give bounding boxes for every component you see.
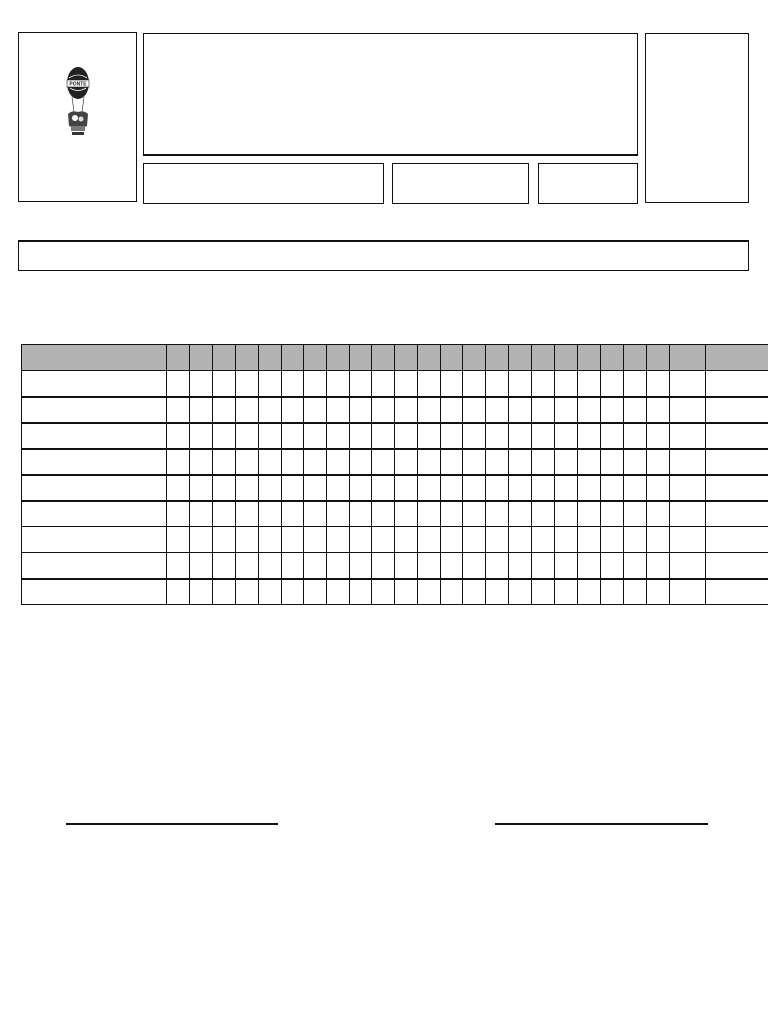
- entry-cell[interactable]: [327, 579, 350, 605]
- entry-cell[interactable]: [259, 501, 282, 527]
- balloon-emblem-icon: [64, 66, 92, 141]
- entry-cell[interactable]: [395, 501, 418, 527]
- entry-cell[interactable]: [167, 475, 190, 501]
- grid-header-name: [22, 345, 167, 371]
- entry-cell[interactable]: [282, 449, 304, 475]
- entry-cell[interactable]: [509, 423, 532, 449]
- entry-cell[interactable]: [259, 475, 282, 501]
- entry-cell[interactable]: [463, 501, 486, 527]
- entry-cell[interactable]: [236, 371, 259, 397]
- entry-cell[interactable]: [418, 449, 441, 475]
- entry-cell[interactable]: [578, 371, 601, 397]
- entry-cell[interactable]: [190, 449, 213, 475]
- entry-cell[interactable]: [236, 501, 259, 527]
- grid-header-day: [509, 345, 532, 371]
- signature-line-left[interactable]: [66, 823, 278, 825]
- entry-cell[interactable]: [327, 423, 350, 449]
- entry-cell[interactable]: [601, 501, 624, 527]
- signature-line-right[interactable]: [495, 823, 708, 825]
- entry-cell[interactable]: [190, 423, 213, 449]
- entry-cell[interactable]: [670, 579, 706, 605]
- entry-cell[interactable]: [395, 553, 418, 579]
- table-row: [22, 371, 768, 397]
- entry-cell[interactable]: [555, 371, 578, 397]
- entry-cell[interactable]: [167, 527, 190, 553]
- section-banner[interactable]: [18, 240, 749, 271]
- entry-cell[interactable]: [350, 423, 372, 449]
- entry-cell[interactable]: [282, 397, 304, 423]
- entry-cell[interactable]: [441, 475, 463, 501]
- entry-cell[interactable]: [601, 527, 624, 553]
- grid-header-day: [190, 345, 213, 371]
- logo-text: PONTE: [69, 81, 87, 88]
- entry-cell[interactable]: [418, 579, 441, 605]
- entry-cell[interactable]: [282, 527, 304, 553]
- entry-cell[interactable]: [647, 397, 670, 423]
- entry-cell[interactable]: [555, 475, 578, 501]
- entry-cell[interactable]: [259, 579, 282, 605]
- entry-cell[interactable]: [555, 397, 578, 423]
- entry-cell[interactable]: [706, 553, 768, 579]
- entry-cell[interactable]: [441, 553, 463, 579]
- entry-cell[interactable]: [259, 553, 282, 579]
- entry-cell[interactable]: [350, 553, 372, 579]
- entry-cell[interactable]: [190, 475, 213, 501]
- grid-header-day: [350, 345, 372, 371]
- entry-cell[interactable]: [624, 397, 647, 423]
- entry-cell[interactable]: [463, 553, 486, 579]
- entry-cell[interactable]: [167, 371, 190, 397]
- entry-cell[interactable]: [282, 579, 304, 605]
- entry-cell[interactable]: [647, 423, 670, 449]
- entry-cell[interactable]: [304, 371, 327, 397]
- entry-cell[interactable]: [418, 553, 441, 579]
- entry-cell[interactable]: [213, 449, 236, 475]
- entry-cell[interactable]: [236, 579, 259, 605]
- grid-header-total: [670, 345, 706, 371]
- form-title-box[interactable]: [143, 33, 638, 156]
- entry-cell[interactable]: [486, 423, 509, 449]
- grid-header-day: [395, 345, 418, 371]
- entry-cell[interactable]: [304, 553, 327, 579]
- entry-cell[interactable]: [350, 501, 372, 527]
- entry-cell[interactable]: [372, 579, 395, 605]
- entry-cell[interactable]: [706, 527, 768, 553]
- entry-cell[interactable]: [190, 553, 213, 579]
- entry-cell[interactable]: [213, 553, 236, 579]
- grid-header-day: [578, 345, 601, 371]
- entry-cell[interactable]: [372, 371, 395, 397]
- entry-cell[interactable]: [350, 527, 372, 553]
- entry-cell[interactable]: [441, 579, 463, 605]
- grid-header-day: [213, 345, 236, 371]
- entry-cell[interactable]: [532, 579, 555, 605]
- entry-cell[interactable]: [418, 371, 441, 397]
- entry-cell[interactable]: [601, 449, 624, 475]
- grid-header-day: [236, 345, 259, 371]
- entry-cell[interactable]: [601, 553, 624, 579]
- entry-cell[interactable]: [624, 449, 647, 475]
- entry-cell[interactable]: [190, 397, 213, 423]
- grid-header-row: [22, 345, 768, 371]
- grid-header-day: [304, 345, 327, 371]
- grid-header-day: [601, 345, 624, 371]
- entry-cell[interactable]: [509, 371, 532, 397]
- entry-cell[interactable]: [327, 553, 350, 579]
- entry-cell[interactable]: [350, 449, 372, 475]
- entry-cell[interactable]: [395, 579, 418, 605]
- entry-cell[interactable]: [282, 475, 304, 501]
- table-row: [22, 423, 768, 449]
- entry-cell[interactable]: [213, 371, 236, 397]
- entry-cell[interactable]: [532, 371, 555, 397]
- header-field-2[interactable]: [392, 163, 529, 204]
- entry-cell[interactable]: [236, 449, 259, 475]
- entry-cell[interactable]: [213, 475, 236, 501]
- entry-cell[interactable]: [304, 501, 327, 527]
- entry-cell[interactable]: [350, 579, 372, 605]
- entry-cell[interactable]: [670, 449, 706, 475]
- entry-cell[interactable]: [372, 397, 395, 423]
- name-cell[interactable]: [22, 527, 167, 553]
- entry-cell[interactable]: [532, 423, 555, 449]
- table-row: [22, 397, 768, 423]
- entry-cell[interactable]: [509, 397, 532, 423]
- entry-cell[interactable]: [282, 423, 304, 449]
- grid-header-day: [372, 345, 395, 371]
- entry-cell[interactable]: [578, 579, 601, 605]
- name-cell[interactable]: [22, 449, 167, 475]
- grid-header-day: [532, 345, 555, 371]
- entry-cell[interactable]: [236, 423, 259, 449]
- entry-cell[interactable]: [647, 449, 670, 475]
- entry-cell[interactable]: [486, 553, 509, 579]
- entry-cell[interactable]: [190, 371, 213, 397]
- entry-cell[interactable]: [304, 579, 327, 605]
- entry-cell[interactable]: [532, 475, 555, 501]
- entry-cell[interactable]: [304, 397, 327, 423]
- entry-cell[interactable]: [578, 501, 601, 527]
- entry-cell[interactable]: [647, 579, 670, 605]
- entry-cell[interactable]: [706, 397, 768, 423]
- entry-cell[interactable]: [213, 397, 236, 423]
- entry-cell[interactable]: [624, 501, 647, 527]
- entry-cell[interactable]: [395, 527, 418, 553]
- entry-cell[interactable]: [578, 553, 601, 579]
- grid-header-day: [555, 345, 578, 371]
- header-field-1[interactable]: [143, 163, 384, 204]
- entry-cell[interactable]: [486, 449, 509, 475]
- entry-cell[interactable]: [555, 527, 578, 553]
- entry-cell[interactable]: [282, 501, 304, 527]
- entry-cell[interactable]: [418, 475, 441, 501]
- entry-cell[interactable]: [304, 475, 327, 501]
- entry-cell[interactable]: [601, 579, 624, 605]
- entry-cell[interactable]: [578, 397, 601, 423]
- entry-cell[interactable]: [441, 423, 463, 449]
- logo-box: [18, 32, 137, 202]
- name-cell[interactable]: [22, 423, 167, 449]
- entry-cell[interactable]: [647, 527, 670, 553]
- entry-cell[interactable]: [418, 397, 441, 423]
- entry-cell[interactable]: [532, 397, 555, 423]
- entry-cell[interactable]: [327, 501, 350, 527]
- entry-cell[interactable]: [555, 423, 578, 449]
- entry-cell[interactable]: [670, 553, 706, 579]
- entry-cell[interactable]: [236, 397, 259, 423]
- grid-header-day: [441, 345, 463, 371]
- name-cell[interactable]: [22, 371, 167, 397]
- entry-cell[interactable]: [304, 449, 327, 475]
- grid-header-day: [327, 345, 350, 371]
- entry-cell[interactable]: [463, 371, 486, 397]
- table-row: [22, 527, 768, 553]
- entry-cell[interactable]: [509, 449, 532, 475]
- name-cell[interactable]: [22, 475, 167, 501]
- entry-cell[interactable]: [706, 423, 768, 449]
- entry-cell[interactable]: [304, 423, 327, 449]
- entry-cell[interactable]: [441, 397, 463, 423]
- entry-cell[interactable]: [706, 501, 768, 527]
- entry-cell[interactable]: [418, 423, 441, 449]
- entry-cell[interactable]: [555, 579, 578, 605]
- entry-cell[interactable]: [624, 527, 647, 553]
- entry-cell[interactable]: [441, 501, 463, 527]
- entry-cell[interactable]: [624, 423, 647, 449]
- entry-cell[interactable]: [463, 579, 486, 605]
- name-cell[interactable]: [22, 553, 167, 579]
- entry-cell[interactable]: [213, 579, 236, 605]
- entry-cell[interactable]: [395, 397, 418, 423]
- entry-cell[interactable]: [463, 475, 486, 501]
- entry-cell[interactable]: [486, 397, 509, 423]
- entry-cell[interactable]: [372, 475, 395, 501]
- table-row: [22, 501, 768, 527]
- entry-cell[interactable]: [509, 579, 532, 605]
- entry-cell[interactable]: [532, 501, 555, 527]
- entry-cell[interactable]: [395, 423, 418, 449]
- entry-cell[interactable]: [190, 527, 213, 553]
- entry-cell[interactable]: [372, 553, 395, 579]
- table-row: [22, 553, 768, 579]
- entry-cell[interactable]: [418, 501, 441, 527]
- entry-cell[interactable]: [555, 449, 578, 475]
- entry-cell[interactable]: [441, 449, 463, 475]
- name-cell[interactable]: [22, 579, 167, 605]
- entry-cell[interactable]: [555, 553, 578, 579]
- entry-cell[interactable]: [441, 371, 463, 397]
- entry-cell[interactable]: [463, 423, 486, 449]
- entry-cell[interactable]: [350, 371, 372, 397]
- entry-cell[interactable]: [463, 449, 486, 475]
- entry-cell[interactable]: [190, 579, 213, 605]
- entry-cell[interactable]: [601, 371, 624, 397]
- entry-cell[interactable]: [350, 475, 372, 501]
- entry-cell[interactable]: [213, 501, 236, 527]
- entry-cell[interactable]: [670, 501, 706, 527]
- entry-cell[interactable]: [236, 475, 259, 501]
- entry-cell[interactable]: [601, 397, 624, 423]
- entry-cell[interactable]: [236, 527, 259, 553]
- attendance-grid: [21, 344, 768, 605]
- entry-cell[interactable]: [670, 397, 706, 423]
- entry-cell[interactable]: [190, 501, 213, 527]
- entry-cell[interactable]: [486, 475, 509, 501]
- grid-header-day: [259, 345, 282, 371]
- entry-cell[interactable]: [167, 397, 190, 423]
- entry-cell[interactable]: [509, 527, 532, 553]
- name-cell[interactable]: [22, 397, 167, 423]
- grid-header-day: [647, 345, 670, 371]
- entry-cell[interactable]: [167, 449, 190, 475]
- entry-cell[interactable]: [670, 527, 706, 553]
- entry-cell[interactable]: [304, 527, 327, 553]
- entry-cell[interactable]: [706, 371, 768, 397]
- entry-cell[interactable]: [282, 371, 304, 397]
- entry-cell[interactable]: [624, 553, 647, 579]
- entry-cell[interactable]: [327, 371, 350, 397]
- grid-header-day: [624, 345, 647, 371]
- entry-cell[interactable]: [647, 553, 670, 579]
- entry-cell[interactable]: [601, 423, 624, 449]
- entry-cell[interactable]: [532, 449, 555, 475]
- entry-cell[interactable]: [486, 371, 509, 397]
- grid-header-day: [418, 345, 441, 371]
- entry-cell[interactable]: [372, 501, 395, 527]
- entry-cell[interactable]: [670, 475, 706, 501]
- entry-cell[interactable]: [236, 553, 259, 579]
- entry-cell[interactable]: [706, 579, 768, 605]
- entry-cell[interactable]: [167, 579, 190, 605]
- entry-cell[interactable]: [486, 501, 509, 527]
- entry-cell[interactable]: [372, 423, 395, 449]
- grid-header-day: [463, 345, 486, 371]
- entry-cell[interactable]: [213, 423, 236, 449]
- entry-cell[interactable]: [259, 449, 282, 475]
- table-row: [22, 475, 768, 501]
- entry-cell[interactable]: [167, 423, 190, 449]
- entry-cell[interactable]: [259, 527, 282, 553]
- entry-cell[interactable]: [670, 423, 706, 449]
- entry-cell[interactable]: [706, 449, 768, 475]
- entry-cell[interactable]: [167, 553, 190, 579]
- entry-cell[interactable]: [647, 475, 670, 501]
- grid-header-total: [706, 345, 768, 371]
- grid-header-day: [167, 345, 190, 371]
- table-row: [22, 579, 768, 605]
- entry-cell[interactable]: [441, 527, 463, 553]
- entry-cell[interactable]: [395, 449, 418, 475]
- table-row: [22, 449, 768, 475]
- grid-header-day: [282, 345, 304, 371]
- entry-cell[interactable]: [350, 397, 372, 423]
- entry-cell[interactable]: [213, 527, 236, 553]
- entry-cell[interactable]: [259, 397, 282, 423]
- entry-cell[interactable]: [486, 579, 509, 605]
- entry-cell[interactable]: [259, 371, 282, 397]
- entry-cell[interactable]: [532, 527, 555, 553]
- entry-cell[interactable]: [624, 475, 647, 501]
- entry-cell[interactable]: [624, 371, 647, 397]
- entry-cell[interactable]: [509, 475, 532, 501]
- entry-cell[interactable]: [706, 475, 768, 501]
- entry-cell[interactable]: [532, 553, 555, 579]
- entry-cell[interactable]: [601, 475, 624, 501]
- entry-cell[interactable]: [509, 501, 532, 527]
- entry-cell[interactable]: [259, 423, 282, 449]
- entry-cell[interactable]: [670, 371, 706, 397]
- entry-cell[interactable]: [647, 501, 670, 527]
- entry-cell[interactable]: [282, 553, 304, 579]
- entry-cell[interactable]: [624, 579, 647, 605]
- entry-cell[interactable]: [463, 397, 486, 423]
- entry-cell[interactable]: [372, 527, 395, 553]
- name-cell[interactable]: [22, 501, 167, 527]
- entry-cell[interactable]: [555, 501, 578, 527]
- entry-cell[interactable]: [463, 527, 486, 553]
- entry-cell[interactable]: [327, 449, 350, 475]
- entry-cell[interactable]: [372, 449, 395, 475]
- entry-cell[interactable]: [418, 527, 441, 553]
- grid-header-day: [486, 345, 509, 371]
- entry-cell[interactable]: [395, 371, 418, 397]
- entry-cell[interactable]: [647, 371, 670, 397]
- entry-cell[interactable]: [486, 527, 509, 553]
- entry-cell[interactable]: [578, 423, 601, 449]
- entry-cell[interactable]: [167, 501, 190, 527]
- entry-cell[interactable]: [509, 553, 532, 579]
- entry-cell[interactable]: [327, 475, 350, 501]
- entry-cell[interactable]: [395, 475, 418, 501]
- side-info-box[interactable]: [645, 33, 749, 203]
- entry-cell[interactable]: [578, 527, 601, 553]
- entry-cell[interactable]: [578, 449, 601, 475]
- entry-cell[interactable]: [327, 527, 350, 553]
- entry-cell[interactable]: [327, 397, 350, 423]
- entry-cell[interactable]: [578, 475, 601, 501]
- header-field-3[interactable]: [538, 163, 638, 204]
